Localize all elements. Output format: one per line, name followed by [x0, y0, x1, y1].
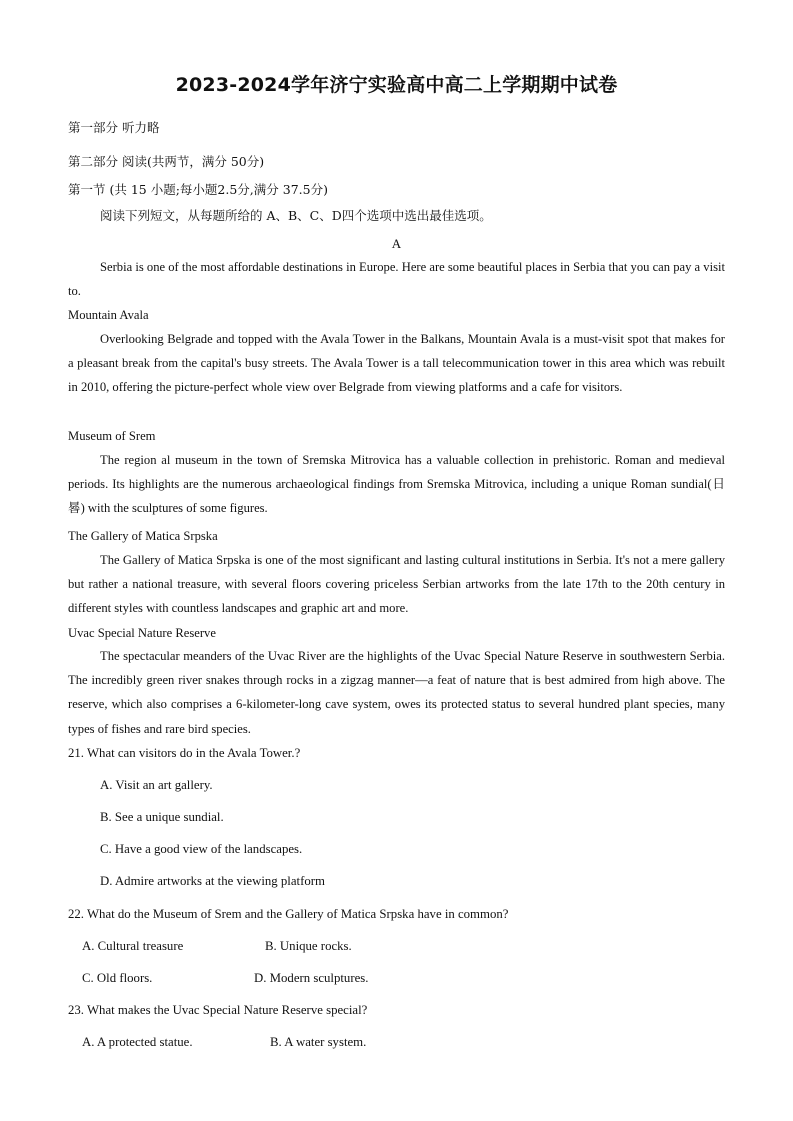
question-22-option-c: C. Old floors. [82, 971, 153, 985]
part1-heading: 第一部分 听力略 [68, 120, 160, 135]
question-22-option-b: B. Unique rocks. [265, 939, 352, 953]
instruction-text: 阅读下列短文，从每题所给的 A、B、C、D四个选项中选出最佳选项。 [100, 208, 492, 223]
page-title: 2023-2024学年济宁实验高中高二上学期期中试卷 [175, 74, 618, 96]
place-text-uvac: The spectacular meanders of the Uvac River are the highlights of the Uvac Special Nature Reserve in southwestern Serbia. The incredibly green river snakes through rocks in a zigzag manner—a feat of nature that is best admired from high above. The reserve, which also comprises a 6-kilometer-long cave system, owes its protected status to several hundred plant species, many types of fishes and rare bird species. [68, 649, 725, 736]
question-21-option-c: C. Have a good view of the landscapes. [100, 842, 303, 856]
question-23-option-a: A. A protected statue. [82, 1035, 193, 1049]
place-heading-matica: The Gallery of Matica Srpska [68, 529, 218, 543]
part2-heading: 第二部分 阅读(共两节，满分 50分) [68, 154, 265, 169]
question-23-option-b: B. A water system. [270, 1035, 367, 1049]
question-22-option-d: D. Modern sculptures. [254, 971, 369, 985]
place-heading-avala: Mountain Avala [68, 308, 149, 322]
question-22-stem: 22. What do the Museum of Srem and the Gallery of Matica Srpska have in common? [68, 907, 509, 921]
place-text-srem: The region al museum in the town of Sremska Mitrovica has a valuable collection in prehistoric. Roman and medieval periods. Its highlights are the numerous archaeological findings from Sremska Mitrovica, including a unique Roman sundial(日晷) with the sculptures of some figures. [68, 453, 725, 516]
question-21-option-d: D. Admire artworks at the viewing platform [100, 874, 325, 888]
question-21-option-b: B. See a unique sundial. [100, 810, 224, 824]
section1-heading: 第一节 (共 15 小题;每小题2.5分,满分 37.5分) [68, 182, 328, 197]
place-heading-srem: Museum of Srem [68, 429, 156, 443]
passage-letter: A [391, 236, 402, 251]
place-text-matica: The Gallery of Matica Srpska is one of the most significant and lasting cultural institutions in Serbia. It's not a mere gallery but rather a national treasure, with several floors covering priceless Serbian artworks from the late 17th to the 20th century in different styles with countless landscapes and graphic art and more. [68, 553, 725, 616]
place-heading-uvac: Uvac Special Nature Reserve [68, 626, 216, 640]
question-22-option-a: A. Cultural treasure [82, 939, 184, 953]
place-text-avala: Overlooking Belgrade and topped with the Avala Tower in the Balkans, Mountain Avala is a must-visit spot that makes for a pleasant break from the capital's busy streets. The Avala Tower is a tall telecommunication tower in this area which was rebuilt in 2010, offering the picture-perfect whole view over Belgrade from viewing platforms and a cafe for visitors. [68, 332, 725, 395]
question-23-stem: 23. What makes the Uvac Special Nature Reserve special? [68, 1003, 368, 1017]
question-21-stem: 21. What can visitors do in the Avala Tower.? [68, 746, 301, 760]
passage-intro: Serbia is one of the most affordable destinations in Europe. Here are some beautiful places in Serbia that you can pay a visit to. [68, 260, 725, 299]
question-21-option-a: A. Visit an art gallery. [100, 778, 213, 792]
